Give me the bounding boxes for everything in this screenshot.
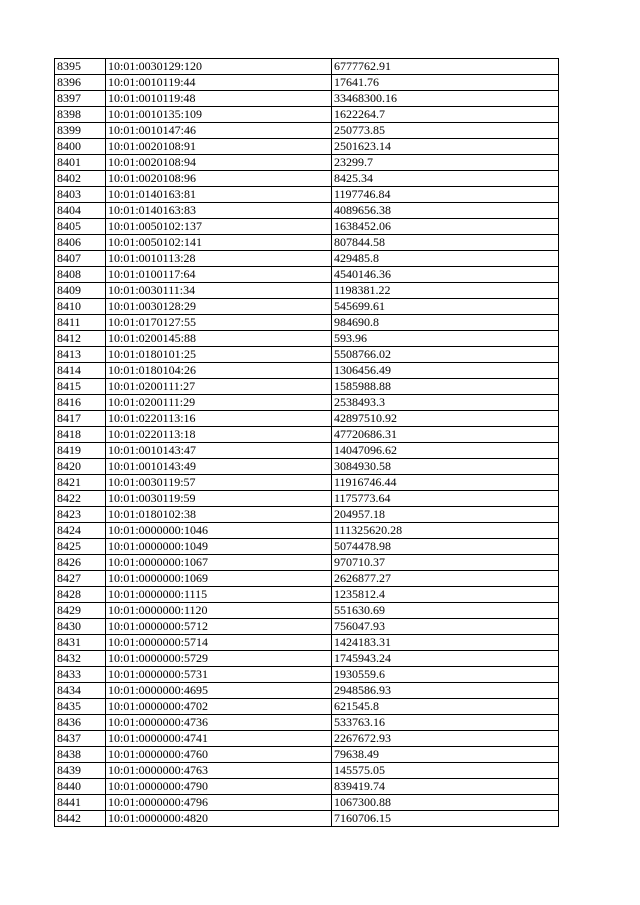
table-row — [55, 267, 559, 283]
cadastral-number-cell: 10:01:0180104:26 — [106, 363, 332, 379]
row-number-cell: 8411 — [55, 315, 106, 331]
row-number-cell: 8421 — [55, 475, 106, 491]
row-number-cell: 8402 — [55, 171, 106, 187]
table-row — [55, 795, 559, 811]
row-number-cell: 8406 — [55, 235, 106, 251]
value-cell: 2267672.93 — [332, 731, 559, 747]
row-number-cell: 8437 — [55, 731, 106, 747]
table-row — [55, 763, 559, 779]
cadastral-number-cell: 10:01:0000000:4760 — [106, 747, 332, 763]
value-cell: 33468300.16 — [332, 91, 559, 107]
table-row — [55, 187, 559, 203]
row-number-cell: 8425 — [55, 539, 106, 555]
table-body — [55, 59, 559, 827]
value-cell: 6777762.91 — [332, 59, 559, 75]
value-cell: 14047096.62 — [332, 443, 559, 459]
value-cell: 17641.76 — [332, 75, 559, 91]
value-cell: 2501623.14 — [332, 139, 559, 155]
value-cell: 970710.37 — [332, 555, 559, 571]
table-row — [55, 475, 559, 491]
cadastral-number-cell: 10:01:0000000:5729 — [106, 651, 332, 667]
row-number-cell: 8415 — [55, 379, 106, 395]
cadastral-number-cell: 10:01:0000000:1115 — [106, 587, 332, 603]
row-number-cell: 8423 — [55, 507, 106, 523]
value-cell: 250773.85 — [332, 123, 559, 139]
row-number-cell: 8435 — [55, 699, 106, 715]
value-cell: 807844.58 — [332, 235, 559, 251]
cadastral-number-cell: 10:01:0000000:4702 — [106, 699, 332, 715]
value-cell: 111325620.28 — [332, 523, 559, 539]
row-number-cell: 8442 — [55, 811, 106, 827]
row-number-cell: 8409 — [55, 283, 106, 299]
value-cell: 1198381.22 — [332, 283, 559, 299]
value-cell: 551630.69 — [332, 603, 559, 619]
cadastral-number-cell: 10:01:0030111:34 — [106, 283, 332, 299]
row-number-cell: 8436 — [55, 715, 106, 731]
row-number-cell: 8399 — [55, 123, 106, 139]
row-number-cell: 8433 — [55, 667, 106, 683]
row-number-cell: 8417 — [55, 411, 106, 427]
table-row — [55, 555, 559, 571]
cadastral-number-cell: 10:01:0180102:38 — [106, 507, 332, 523]
table-row — [55, 667, 559, 683]
cadastral-number-cell: 10:01:0000000:1049 — [106, 539, 332, 555]
value-cell: 11916746.44 — [332, 475, 559, 491]
value-cell: 545699.61 — [332, 299, 559, 315]
cadastral-number-cell: 10:01:0020108:91 — [106, 139, 332, 155]
value-cell: 1745943.24 — [332, 651, 559, 667]
row-number-cell: 8401 — [55, 155, 106, 171]
row-number-cell: 8439 — [55, 763, 106, 779]
table-row — [55, 91, 559, 107]
cadastral-number-cell: 10:01:0200145:88 — [106, 331, 332, 347]
value-cell: 1622264.7 — [332, 107, 559, 123]
table-row — [55, 59, 559, 75]
row-number-cell: 8412 — [55, 331, 106, 347]
row-number-cell: 8424 — [55, 523, 106, 539]
cadastral-number-cell: 10:01:0200111:27 — [106, 379, 332, 395]
cadastral-number-cell: 10:01:0050102:141 — [106, 235, 332, 251]
row-number-cell: 8405 — [55, 219, 106, 235]
value-cell: 42897510.92 — [332, 411, 559, 427]
cadastral-number-cell: 10:01:0100117:64 — [106, 267, 332, 283]
value-cell: 204957.18 — [332, 507, 559, 523]
cadastral-number-cell: 10:01:0010147:46 — [106, 123, 332, 139]
cadastral-number-cell: 10:01:0000000:1069 — [106, 571, 332, 587]
cadastral-number-cell: 10:01:0220113:16 — [106, 411, 332, 427]
cadastral-number-cell: 10:01:0000000:5712 — [106, 619, 332, 635]
cadastral-number-cell: 10:01:0000000:4820 — [106, 811, 332, 827]
table-row — [55, 539, 559, 555]
table-row — [55, 171, 559, 187]
table-row — [55, 619, 559, 635]
cadastral-number-cell: 10:01:0010119:48 — [106, 91, 332, 107]
table-row — [55, 715, 559, 731]
value-cell: 1306456.49 — [332, 363, 559, 379]
table-row — [55, 251, 559, 267]
cadastral-number-cell: 10:01:0000000:4796 — [106, 795, 332, 811]
row-number-cell: 8420 — [55, 459, 106, 475]
value-cell: 47720686.31 — [332, 427, 559, 443]
table-row — [55, 379, 559, 395]
value-cell: 7160706.15 — [332, 811, 559, 827]
cadastral-number-cell: 10:01:0170127:55 — [106, 315, 332, 331]
cadastral-number-cell: 10:01:0030119:57 — [106, 475, 332, 491]
table-row — [55, 283, 559, 299]
table-row — [55, 363, 559, 379]
value-cell: 756047.93 — [332, 619, 559, 635]
cadastral-number-cell: 10:01:0000000:4695 — [106, 683, 332, 699]
value-cell: 429485.8 — [332, 251, 559, 267]
table-row — [55, 315, 559, 331]
value-cell: 1235812.4 — [332, 587, 559, 603]
table-row — [55, 523, 559, 539]
row-number-cell: 8397 — [55, 91, 106, 107]
row-number-cell: 8440 — [55, 779, 106, 795]
table-row — [55, 75, 559, 91]
cadastral-number-cell: 10:01:0000000:4763 — [106, 763, 332, 779]
row-number-cell: 8434 — [55, 683, 106, 699]
value-cell: 1585988.88 — [332, 379, 559, 395]
cadastral-number-cell: 10:01:0010119:44 — [106, 75, 332, 91]
value-cell: 145575.05 — [332, 763, 559, 779]
value-cell: 621545.8 — [332, 699, 559, 715]
table-row — [55, 139, 559, 155]
cadastral-number-cell: 10:01:0010143:47 — [106, 443, 332, 459]
cadastral-number-cell: 10:01:0020108:96 — [106, 171, 332, 187]
row-number-cell: 8426 — [55, 555, 106, 571]
value-cell: 5508766.02 — [332, 347, 559, 363]
row-number-cell: 8418 — [55, 427, 106, 443]
row-number-cell: 8428 — [55, 587, 106, 603]
row-number-cell: 8432 — [55, 651, 106, 667]
cadastral-number-cell: 10:01:0000000:4790 — [106, 779, 332, 795]
cadastral-number-cell: 10:01:0030129:120 — [106, 59, 332, 75]
value-cell: 1175773.64 — [332, 491, 559, 507]
row-number-cell: 8414 — [55, 363, 106, 379]
table-row — [55, 699, 559, 715]
row-number-cell: 8430 — [55, 619, 106, 635]
table-row — [55, 651, 559, 667]
row-number-cell: 8431 — [55, 635, 106, 651]
value-cell: 8425.34 — [332, 171, 559, 187]
table-row — [55, 107, 559, 123]
value-cell: 1638452.06 — [332, 219, 559, 235]
row-number-cell: 8413 — [55, 347, 106, 363]
table-row — [55, 299, 559, 315]
table-row — [55, 507, 559, 523]
table-row — [55, 811, 559, 827]
row-number-cell: 8416 — [55, 395, 106, 411]
value-cell: 839419.74 — [332, 779, 559, 795]
value-cell: 79638.49 — [332, 747, 559, 763]
row-number-cell: 8410 — [55, 299, 106, 315]
data-table — [54, 58, 559, 827]
table-row — [55, 779, 559, 795]
cadastral-number-cell: 10:01:0000000:1120 — [106, 603, 332, 619]
value-cell: 4089656.38 — [332, 203, 559, 219]
table-row — [55, 747, 559, 763]
cadastral-number-cell: 10:01:0000000:1046 — [106, 523, 332, 539]
cadastral-number-cell: 10:01:0220113:18 — [106, 427, 332, 443]
cadastral-number-cell: 10:01:0010135:109 — [106, 107, 332, 123]
cadastral-number-cell: 10:01:0010113:28 — [106, 251, 332, 267]
value-cell: 533763.16 — [332, 715, 559, 731]
cadastral-number-cell: 10:01:0200111:29 — [106, 395, 332, 411]
table-row — [55, 603, 559, 619]
table-row — [55, 235, 559, 251]
cadastral-number-cell: 10:01:0030128:29 — [106, 299, 332, 315]
value-cell: 1197746.84 — [332, 187, 559, 203]
row-number-cell: 8400 — [55, 139, 106, 155]
table-row — [55, 731, 559, 747]
table-row — [55, 395, 559, 411]
cadastral-number-cell: 10:01:0140163:83 — [106, 203, 332, 219]
cadastral-number-cell: 10:01:0050102:137 — [106, 219, 332, 235]
value-cell: 984690.8 — [332, 315, 559, 331]
table-row — [55, 587, 559, 603]
table-row — [55, 427, 559, 443]
table-row — [55, 331, 559, 347]
table-row — [55, 219, 559, 235]
row-number-cell: 8419 — [55, 443, 106, 459]
value-cell: 1930559.6 — [332, 667, 559, 683]
row-number-cell: 8398 — [55, 107, 106, 123]
cadastral-number-cell: 10:01:0030119:59 — [106, 491, 332, 507]
row-number-cell: 8441 — [55, 795, 106, 811]
row-number-cell: 8403 — [55, 187, 106, 203]
value-cell: 2626877.27 — [332, 571, 559, 587]
value-cell: 3084930.58 — [332, 459, 559, 475]
table-row — [55, 411, 559, 427]
table-row — [55, 443, 559, 459]
table-row — [55, 571, 559, 587]
table-row — [55, 347, 559, 363]
cadastral-number-cell: 10:01:0010143:49 — [106, 459, 332, 475]
value-cell: 4540146.36 — [332, 267, 559, 283]
table-row — [55, 683, 559, 699]
row-number-cell: 8395 — [55, 59, 106, 75]
cadastral-number-cell: 10:01:0180101:25 — [106, 347, 332, 363]
cadastral-number-cell: 10:01:0000000:1067 — [106, 555, 332, 571]
cadastral-number-cell: 10:01:0000000:5714 — [106, 635, 332, 651]
table-row — [55, 459, 559, 475]
value-cell: 1067300.88 — [332, 795, 559, 811]
table-row — [55, 203, 559, 219]
row-number-cell: 8407 — [55, 251, 106, 267]
value-cell: 2538493.3 — [332, 395, 559, 411]
value-cell: 23299.7 — [332, 155, 559, 171]
row-number-cell: 8408 — [55, 267, 106, 283]
cadastral-number-cell: 10:01:0000000:4736 — [106, 715, 332, 731]
cadastral-number-cell: 10:01:0000000:5731 — [106, 667, 332, 683]
table-row — [55, 491, 559, 507]
value-cell: 5074478.98 — [332, 539, 559, 555]
row-number-cell: 8427 — [55, 571, 106, 587]
value-cell: 593.96 — [332, 331, 559, 347]
value-cell: 1424183.31 — [332, 635, 559, 651]
row-number-cell: 8404 — [55, 203, 106, 219]
table-row — [55, 635, 559, 651]
table-row — [55, 123, 559, 139]
row-number-cell: 8422 — [55, 491, 106, 507]
cadastral-number-cell: 10:01:0020108:94 — [106, 155, 332, 171]
row-number-cell: 8438 — [55, 747, 106, 763]
row-number-cell: 8429 — [55, 603, 106, 619]
row-number-cell: 8396 — [55, 75, 106, 91]
cadastral-number-cell: 10:01:0000000:4741 — [106, 731, 332, 747]
cadastral-number-cell: 10:01:0140163:81 — [106, 187, 332, 203]
value-cell: 2948586.93 — [332, 683, 559, 699]
table-row — [55, 155, 559, 171]
